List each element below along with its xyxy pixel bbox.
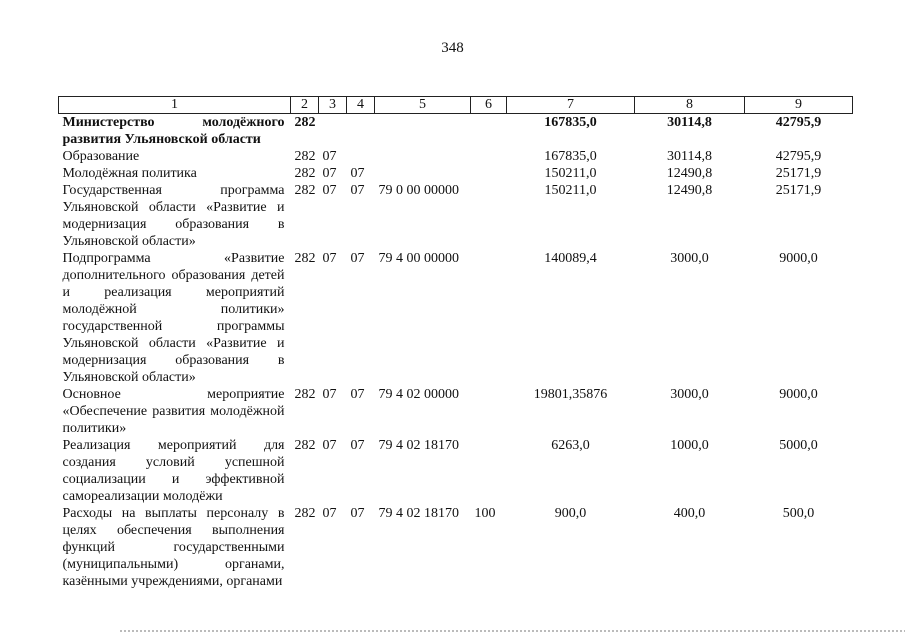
cell-section: 07 bbox=[322, 438, 337, 453]
cell-target-article bbox=[375, 114, 471, 149]
table-row bbox=[59, 165, 853, 182]
table-row bbox=[59, 386, 853, 437]
table-header-row bbox=[59, 97, 853, 114]
cell-amount-8: 30114,8 bbox=[667, 149, 712, 164]
cell-amount-9: 25171,9 bbox=[775, 166, 822, 181]
cell-amount-8: 3000,0 bbox=[670, 251, 709, 266]
cell-expense-type: 100 bbox=[474, 506, 496, 521]
cell-amount-8: 400,0 bbox=[673, 506, 706, 521]
cell-amount-9: 42795,9 bbox=[775, 115, 822, 130]
cell-section: 07 bbox=[322, 183, 337, 198]
cell-expense-type bbox=[471, 386, 507, 437]
cell-amount-9: 5000,0 bbox=[779, 438, 818, 453]
cell-section: 07 bbox=[322, 506, 337, 521]
cell-amount-7: 167835,0 bbox=[544, 115, 597, 130]
table-row bbox=[59, 250, 853, 386]
cell-amount-7: 6263,0 bbox=[551, 438, 590, 453]
cell-subsection: 07 bbox=[350, 166, 365, 181]
column-header: 3 bbox=[319, 97, 347, 114]
cell-subsection bbox=[347, 114, 375, 149]
cell-target-article: 79 0 00 00000 bbox=[378, 183, 459, 198]
row-name: Расходы на выплаты персоналу в целях обеспечения выполнения функций государственными (муниципальными) органами, казёнными учреждениями, органами bbox=[62, 506, 285, 589]
cell-ministry-code: 282 bbox=[294, 387, 316, 402]
cell-amount-7: 150211,0 bbox=[544, 166, 597, 181]
cell-amount-9: 25171,9 bbox=[775, 183, 822, 198]
cell-amount-9: 9000,0 bbox=[779, 251, 818, 266]
column-header: 7 bbox=[507, 97, 635, 114]
column-header: 5 bbox=[375, 97, 471, 114]
table-row bbox=[59, 437, 853, 505]
table-row bbox=[59, 114, 853, 149]
cell-section: 07 bbox=[322, 251, 337, 266]
cell-expense-type bbox=[471, 182, 507, 250]
cell-subsection: 07 bbox=[350, 387, 365, 402]
row-name: Основное мероприятие «Обеспечение развития молодёжной политики» bbox=[62, 387, 285, 436]
column-header: 9 bbox=[745, 97, 853, 114]
cell-subsection: 07 bbox=[350, 183, 365, 198]
cell-expense-type bbox=[471, 165, 507, 182]
cell-expense-type bbox=[471, 250, 507, 386]
cell-ministry-code: 282 bbox=[294, 166, 316, 181]
cell-ministry-code: 282 bbox=[294, 251, 316, 266]
column-header: 6 bbox=[471, 97, 507, 114]
page-number: 348 bbox=[441, 40, 464, 56]
cell-ministry-code: 282 bbox=[294, 149, 316, 164]
cell-target-article: 79 4 02 18170 bbox=[378, 506, 459, 521]
cell-amount-9: 500,0 bbox=[782, 506, 815, 521]
cell-amount-8: 12490,8 bbox=[666, 183, 713, 198]
table-row bbox=[59, 148, 853, 165]
cell-amount-8: 12490,8 bbox=[666, 166, 713, 181]
cell-amount-8: 1000,0 bbox=[670, 438, 709, 453]
cell-subsection bbox=[347, 148, 375, 165]
cell-section: 07 bbox=[322, 149, 337, 164]
row-name: Образование bbox=[62, 149, 140, 164]
row-name: Государственная программа Ульяновской области «Развитие и модернизация образования в Ульяновской области» bbox=[62, 183, 285, 249]
cell-target-article bbox=[375, 165, 471, 182]
cell-target-article: 79 4 00 00000 bbox=[378, 251, 459, 266]
cell-amount-7: 140089,4 bbox=[544, 251, 597, 266]
cell-amount-8: 3000,0 bbox=[670, 387, 709, 402]
cell-amount-7: 900,0 bbox=[554, 506, 587, 521]
cell-target-article: 79 4 02 18170 bbox=[378, 438, 459, 453]
cell-amount-7: 167835,0 bbox=[544, 149, 597, 164]
column-header: 8 bbox=[635, 97, 745, 114]
page-bottom-divider bbox=[120, 630, 905, 635]
cell-ministry-code: 282 bbox=[294, 115, 316, 130]
cell-amount-7: 150211,0 bbox=[544, 183, 597, 198]
cell-section: 07 bbox=[322, 387, 337, 402]
cell-section bbox=[319, 114, 347, 149]
cell-ministry-code: 282 bbox=[294, 183, 316, 198]
cell-ministry-code: 282 bbox=[294, 438, 316, 453]
cell-subsection: 07 bbox=[350, 251, 365, 266]
table-row bbox=[59, 182, 853, 250]
cell-expense-type bbox=[471, 437, 507, 505]
cell-section: 07 bbox=[322, 166, 337, 181]
budget-table bbox=[58, 96, 853, 590]
cell-target-article bbox=[375, 148, 471, 165]
row-name: Молодёжная политика bbox=[62, 166, 197, 181]
column-header: 2 bbox=[291, 97, 319, 114]
cell-amount-9: 42795,9 bbox=[775, 149, 822, 164]
cell-amount-7: 19801,35876 bbox=[533, 387, 608, 402]
cell-ministry-code: 282 bbox=[294, 506, 316, 521]
row-name: Министерство молодёжного развития Ульяновской области bbox=[62, 115, 285, 147]
cell-subsection: 07 bbox=[350, 506, 365, 521]
cell-expense-type bbox=[471, 148, 507, 165]
cell-expense-type bbox=[471, 114, 507, 149]
cell-target-article: 79 4 02 00000 bbox=[378, 387, 459, 402]
row-name: Реализация мероприятий для создания условий успешной социализации и эффективной самореализации молодёжи bbox=[62, 438, 285, 504]
cell-amount-9: 9000,0 bbox=[779, 387, 818, 402]
column-header: 1 bbox=[59, 97, 291, 114]
column-header: 4 bbox=[347, 97, 375, 114]
cell-subsection: 07 bbox=[350, 438, 365, 453]
table-row bbox=[59, 505, 853, 590]
row-name: Подпрограмма «Развитие дополнительного образования детей и реализация мероприятий молодёжной политики» государственной программы Ульяновской области «Развитие и модернизация образования в Ульяновской области» bbox=[62, 251, 285, 385]
cell-amount-8: 30114,8 bbox=[667, 115, 712, 130]
